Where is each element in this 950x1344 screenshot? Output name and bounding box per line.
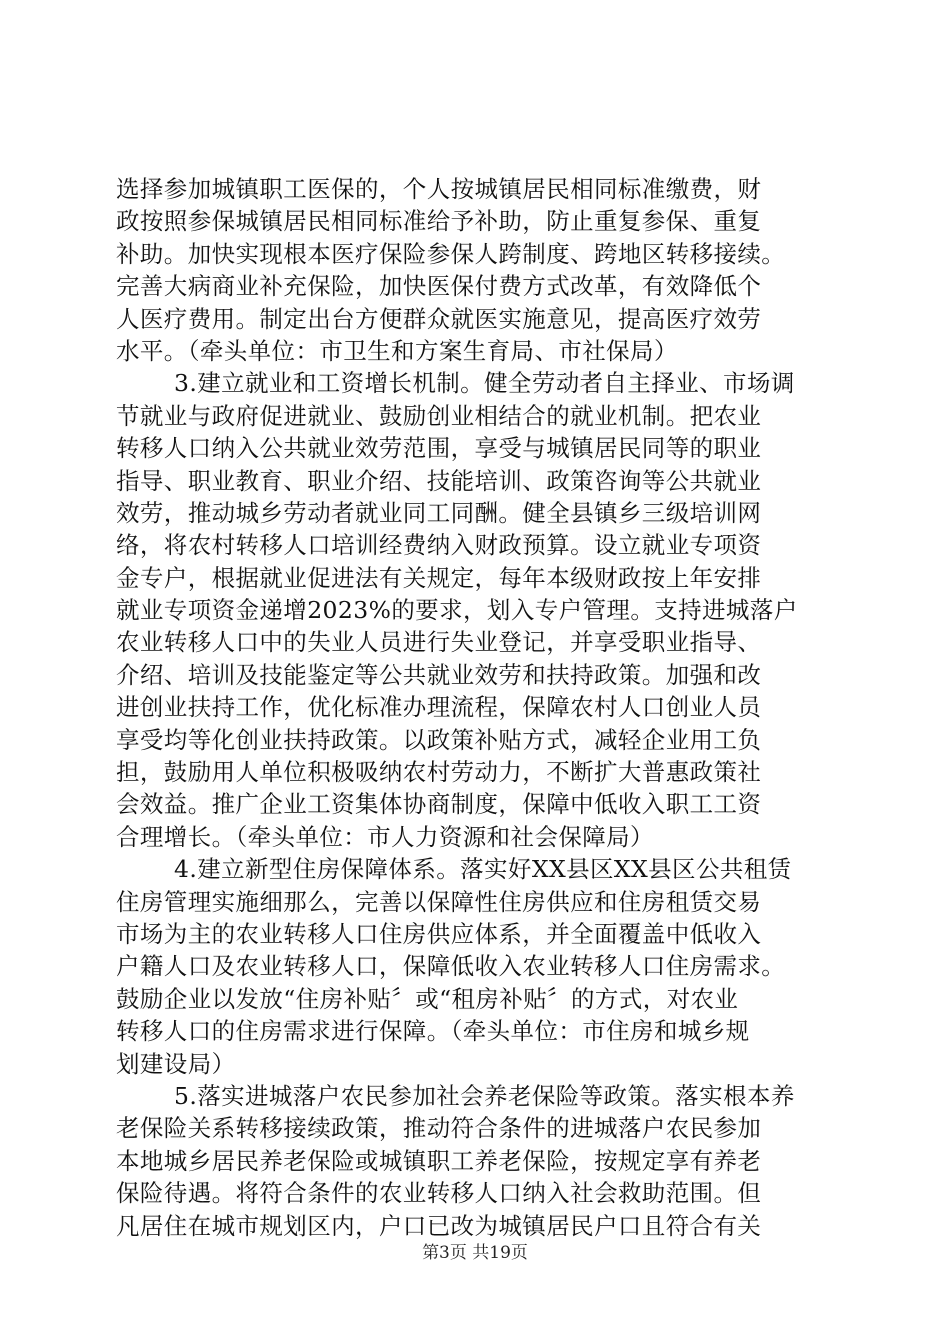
- text-line: 完善大病商业补充保险，加快医保付费方式改革，有效降低个: [116, 272, 762, 301]
- text-line: 进创业扶持工作，优化标准办理流程，保障农村人口创业人员: [116, 693, 762, 722]
- text-line: 合理增长。（牵头单位：市人力资源和社会保障局）: [116, 822, 654, 851]
- text-line: 市场为主的农业转移人口住房供应体系，并全面覆盖中低收入: [116, 919, 762, 948]
- text-line: 担，鼓励用人单位积极吸纳农村劳动力，不断扩大普惠政策社: [116, 758, 762, 787]
- text-line: 本地城乡居民养老保险或城镇职工养老保险，按规定享有养老: [116, 1146, 762, 1175]
- text-line: 政按照参保城镇居民相同标准给予补助，防止重复参保、重复: [116, 207, 762, 236]
- text-line: 选择参加城镇职工医保的，个人按城镇居民相同标准缴费，财: [116, 175, 762, 203]
- text-line: 享受均等化创业扶持政策。以政策补贴方式，减轻企业用工负: [116, 725, 762, 754]
- text-line: 补助。加快实现根本医疗保险参保人跨制度、跨地区转移接续。: [116, 239, 786, 268]
- document-body: [116, 173, 836, 1242]
- text-line: 指导、职业教育、职业介绍、技能培训、政策咨询等公共就业: [116, 466, 762, 495]
- text-line: 凡居住在城市规划区内，户口已改为城镇居民户口且符合有关: [116, 1211, 762, 1240]
- text-line: 鼓励企业以发放“住房补贴〞或“租房补贴〞的方式，对农业: [116, 984, 739, 1013]
- text-line: 划建设局）: [116, 1049, 236, 1078]
- text-line: 效劳，推动城乡劳动者就业同工同酬。健全县镇乡三级培训网: [116, 498, 762, 527]
- paragraph-4-first-line: 4.建立新型住房保障体系。落实好XX县区XX县区公共租赁: [174, 855, 792, 884]
- text-line: 金专户，根据就业促进法有关规定，每年本级财政按上年安排: [116, 563, 762, 592]
- text-line: 保险待遇。将符合条件的农业转移人口纳入社会救助范围。但: [116, 1179, 762, 1208]
- paragraph-5-first-line: 5.落实进城落户农民参加社会养老保险等政策。落实根本养: [174, 1081, 795, 1110]
- text-line: 人医疗费用。制定出台方便群众就医实施意见，提高医疗效劳: [116, 304, 762, 333]
- text-line: 转移人口纳入公共就业效劳范围，享受与城镇居民同等的职业: [116, 434, 762, 463]
- text-line: 介绍、培训及技能鉴定等公共就业效劳和扶持政策。加强和改: [116, 660, 762, 689]
- text-line: 转移人口的住房需求进行保障。（牵头单位：市住房和城乡规: [116, 1017, 750, 1046]
- text-line: 会效益。推广企业工资集体协商制度，保障中低收入职工工资: [116, 790, 762, 819]
- text-line: 水平。（牵头单位：市卫生和方案生育局、市社保局）: [116, 336, 678, 365]
- text-line: 络，将农村转移人口培训经费纳入财政预算。设立就业专项资: [116, 531, 762, 560]
- text-line: 农业转移人口中的失业人员进行失业登记，并享受职业指导、: [116, 628, 762, 657]
- text-line: 户籍人口及农业转移人口，保障低收入农业转移人口住房需求。: [116, 952, 786, 981]
- text-line: 住房管理实施细那么，完善以保障性住房供应和住房租赁交易: [116, 887, 762, 916]
- paragraph-3-first-line: 3.建立就业和工资增长机制。健全劳动者自主择业、市场调: [174, 369, 795, 398]
- text-line: 就业专项资金递增2023%的要求，划入专户管理。支持进城落户: [116, 596, 798, 625]
- text-line: 老保险关系转移接续政策，推动符合条件的进城落户农民参加: [116, 1114, 762, 1143]
- page-number-footer: 第3页 共19页: [422, 1243, 528, 1263]
- text-line: 节就业与政府促进就业、鼓励创业相结合的就业机制。把农业: [116, 401, 762, 430]
